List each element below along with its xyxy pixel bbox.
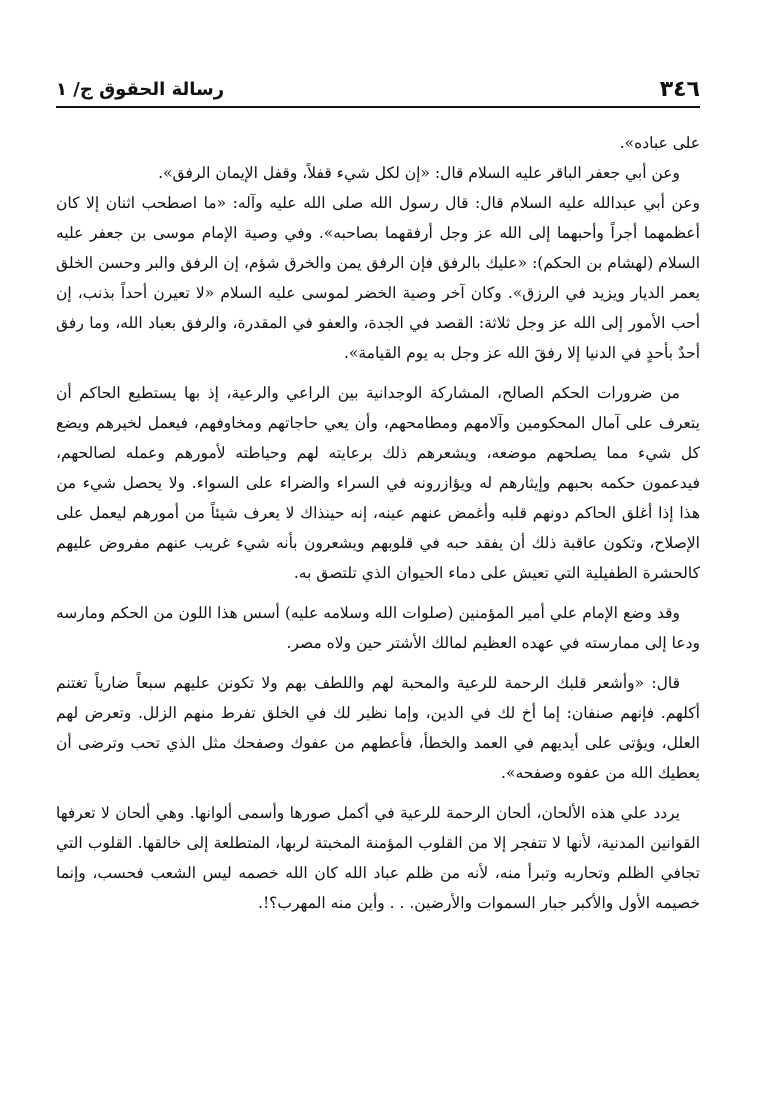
paragraph-good-governance: من ضرورات الحكم الصالح، المشاركة الوجدانية بين الراعي والرعية، إذ بها يستطيع الحاكم أن يتعرف على آمال المحكومين وآلامهم ومطامحهم، وأن يعي حاجاتهم ومخاوفهم، فيعمل لخيرهم ويضع كل شيء مما يصلحهم موضعه، ويشعرهم ذلك برعايته لهم وحياطته لأمورهم وعمله لصالحهم، فيدعمون حكمه بحبهم وإيثارهم له ويؤازرونه في السراء والضراء على السواء. ولا يحصل شيء من هذا إذا أغلق الحاكم دونهم قلبه وأغمض عنهم عينه، إنه حينذاك لا يعرف شيئاً من أمورهم ليعمل على الإصلاح، وتكون عاقبة ذلك أن يفقد حبه في قلوبهم ويشعرون بأنه شيء غريب عنهم مفروض عليهم كالحشرة الطفيلية التي تعيش على دماء الحيوان الذي تلتصق به. [56, 384, 700, 582]
page-number: ٣٤٦ [659, 77, 700, 102]
running-title: رسالة الحقوق ج/ ١ [56, 79, 225, 100]
paragraph-quote-malik-ashtar: قال: «وأشعر قلبك الرحمة للرعية والمحبة لهم واللطف بهم ولا تكونن عليهم سبعاً ضارياً تغتنم أكلهم. فإنهم صنفان: إما أخ لك في الدين، وإما نظير لك في الخلق تفرط منهم الزلل. وتعرض لهم العلل، ويؤتى على أيديهم في العمد والخطأ، فأعطهم من عفوك وصفحك مثل الذي تحب وترضى أن يعطيك الله من عفوه وصفحه». [56, 674, 700, 782]
paragraph-melodies-of-mercy: يردد علي هذه الألحان، ألحان الرحمة للرعية في أكمل صورها وأسمى ألوانها. وهي ألحان لا تعرفها القوانين المدنية، لأنها لا تتفجر إلا من القلوب المؤمنة المخبتة لربها، المتطلعة إلى خالقها. القلوب التي تجافي الظلم وتحاربه وتبرأ منه، لأنه من ظلم عباد الله كان الله خصمه ليس الشعب فحسب، وإنما خصيمه الأول والأكبر جبار السموات والأرضين. . . وأين منه المهرب؟!. [56, 804, 700, 912]
page-header [56, 68, 700, 108]
paragraph-baqir-hadith: وعن أبي جعفر الباقر عليه السلام قال: «إن لكل شيء قفلاً، وقفل الإيمان الرفق». [158, 164, 680, 182]
paragraph-companionship-hadith: وعن أبي عبدالله عليه السلام قال: قال رسول الله صلى الله عليه وآله: «ما اصطحب اثنان إلا كان أعظمهما أجراً وأحبهما إلى الله عز وجل أرفقهما بصاحبه». وفي وصية الإمام موسى بن جعفر عليه السلام (لهشام بن الحكم): «عليك بالرفق فإن الرفق يمن والخرق شؤم، إن الرفق والبر وحسن الخلق يعمر الديار ويزيد في الرزق». وكان آخر وصية الخضر لموسى عليه السلام «لا تعيرن أحداً بذنب، إن أحب الأمور إلى الله عز وجل ثلاثة: القصد في الجدة، والعفو في المقدرة، والرفق بعباد الله، وما رفق أحدٌ بأحدٍ في الدنيا إلا رفقَ الله عز وجل به يوم القيامة». [56, 194, 700, 362]
paragraph-continuation: على عباده». [619, 134, 700, 152]
paragraph-imam-ali-covenant: وقد وضع الإمام علي أمير المؤمنين (صلوات الله وسلامه عليه) أسس هذا اللون من الحكم ومارسه ودعا إلى ممارسته في عهده العظيم لمالك الأشتر حين ولاه مصر. [56, 604, 700, 652]
body-text [56, 128, 700, 918]
